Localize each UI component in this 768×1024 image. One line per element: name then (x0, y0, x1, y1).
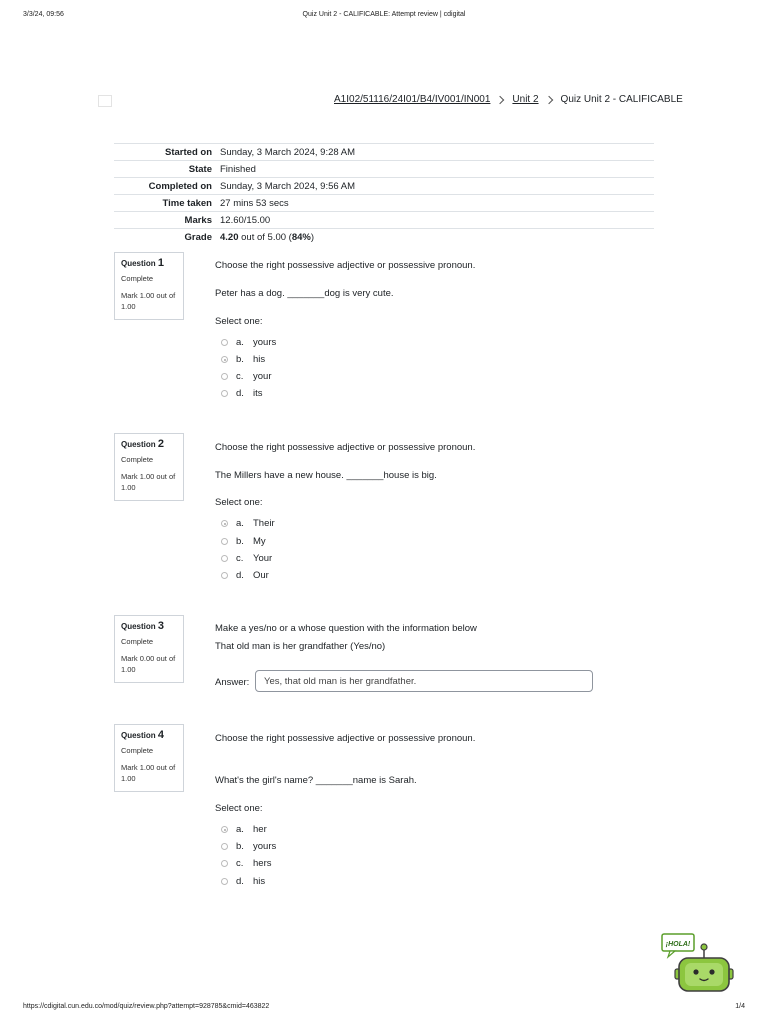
radio-button-selected[interactable] (221, 356, 228, 363)
print-datetime: 3/3/24, 09:56 (23, 11, 64, 18)
radio-button[interactable] (221, 373, 228, 380)
radio-button[interactable] (221, 555, 228, 562)
radio-button[interactable] (221, 843, 228, 850)
grade-text-end: ) (310, 231, 315, 243)
answer-input[interactable]: Yes, that old man is her grandfather. (255, 670, 593, 692)
robot-icon (660, 932, 736, 996)
summary-row-state (114, 161, 654, 178)
question-3-instruction: Make a yes/no or a whose question with the information below (215, 623, 477, 634)
grade-percent: 84% (291, 231, 311, 243)
summary-row-time (114, 195, 654, 212)
q4-option-c[interactable]: c. hers (221, 858, 271, 869)
question-state: Complete (121, 637, 154, 646)
summary-value (220, 229, 654, 246)
print-url: https://cdigital.cun.edu.co/mod/quiz/review.php?attempt=928785&cmid=463822 (23, 1003, 270, 1010)
summary-row-completed (114, 178, 654, 195)
select-one-label: Select one: (215, 497, 263, 508)
chevron-right-icon (544, 95, 552, 103)
select-one-label: Select one: (215, 316, 263, 327)
radio-button[interactable] (221, 390, 228, 397)
q4-option-d[interactable]: d. his (221, 876, 265, 887)
summary-value: Sunday, 3 March 2024, 9:28 AM (220, 146, 356, 158)
summary-label: Marks (184, 214, 212, 226)
summary-value: 12.60/15.00 (220, 214, 271, 226)
question-4-instruction: Choose the right possessive adjective or possessive pronoun. (215, 733, 476, 744)
question-1-instruction: Choose the right possessive adjective or possessive pronoun. (215, 260, 476, 271)
select-one-label: Select one: (215, 803, 263, 814)
chevron-right-icon (496, 95, 504, 103)
question-mark: Mark 1.00 out of 1.00 (121, 763, 176, 783)
radio-button[interactable] (221, 339, 228, 346)
summary-row-started (114, 144, 654, 161)
summary-row-grade (114, 229, 654, 246)
summary-label: Grade (184, 231, 212, 243)
q1-option-c[interactable]: c. your (221, 371, 271, 382)
drawer-toggle-icon[interactable] (98, 95, 112, 107)
breadcrumb-current: Quiz Unit 2 - CALIFICABLE (560, 94, 683, 105)
question-number: Question 2 (121, 438, 165, 450)
question-3-sentence: That old man is her grandfather (Yes/no) (215, 641, 386, 652)
attempt-summary-table (114, 143, 654, 245)
q4-option-b[interactable]: b. yours (221, 841, 276, 852)
q1-option-a[interactable]: a. yours (221, 337, 276, 348)
question-2-sentence: The Millers have a new house. _______house is big. (215, 470, 437, 481)
question-state: Complete (121, 746, 154, 755)
q4-option-a[interactable]: a. her (221, 824, 267, 835)
radio-button[interactable] (221, 572, 228, 579)
summary-value: Finished (220, 163, 256, 175)
question-2-instruction: Choose the right possessive adjective or possessive pronoun. (215, 442, 476, 453)
grade-value: 4.20 (220, 231, 239, 243)
print-page-number: 1/4 (735, 1003, 745, 1010)
radio-button[interactable] (221, 860, 228, 867)
radio-button[interactable] (221, 878, 228, 885)
summary-label: Completed on (148, 180, 212, 192)
q1-option-d[interactable]: d. its (221, 388, 263, 399)
question-1-sentence: Peter has a dog. _______dog is very cute. (215, 288, 394, 299)
q2-option-c[interactable]: c. Your (221, 553, 272, 564)
breadcrumb (334, 94, 683, 105)
breadcrumb-course-link[interactable]: A1I02/51116/24I01/B4/IV001/IN001 (334, 94, 491, 105)
radio-button-selected[interactable] (221, 826, 228, 833)
q1-option-b[interactable]: b. his (221, 354, 265, 365)
print-page-title: Quiz Unit 2 - CALIFICABLE: Attempt review | cdigital (302, 11, 466, 18)
radio-button[interactable] (221, 538, 228, 545)
question-number: Question 3 (121, 620, 165, 632)
question-state: Complete (121, 274, 154, 283)
question-info-2 (114, 433, 184, 501)
question-mark: Mark 0.00 out of 1.00 (121, 654, 176, 674)
summary-row-marks (114, 212, 654, 229)
chat-assistant-button[interactable] (660, 932, 736, 996)
breadcrumb-unit-link[interactable]: Unit 2 (512, 94, 539, 105)
grade-text: out of 5.00 ( (238, 231, 292, 243)
question-mark: Mark 1.00 out of 1.00 (121, 291, 176, 311)
question-info-1 (114, 252, 184, 320)
radio-button-selected[interactable] (221, 520, 228, 527)
question-mark: Mark 1.00 out of 1.00 (121, 472, 176, 492)
question-number: Question 1 (121, 257, 165, 269)
question-state: Complete (121, 455, 154, 464)
summary-label: Time taken (162, 197, 212, 209)
answer-label: Answer: (215, 677, 250, 688)
q2-option-b[interactable]: b. My (221, 536, 266, 547)
question-number: Question 4 (121, 729, 165, 741)
question-info-4 (114, 724, 184, 792)
question-4-sentence: What's the girl's name? _______name is Sarah. (215, 775, 417, 786)
summary-label: State (188, 163, 212, 175)
hola-bubble-text: ¡HOLA! (665, 941, 691, 948)
q2-option-d[interactable]: d. Our (221, 570, 269, 581)
q2-option-a[interactable]: a. Their (221, 518, 275, 529)
summary-label: Started on (165, 146, 212, 158)
summary-value: Sunday, 3 March 2024, 9:56 AM (220, 180, 356, 192)
summary-value: 27 mins 53 secs (220, 197, 289, 209)
question-info-3 (114, 615, 184, 683)
